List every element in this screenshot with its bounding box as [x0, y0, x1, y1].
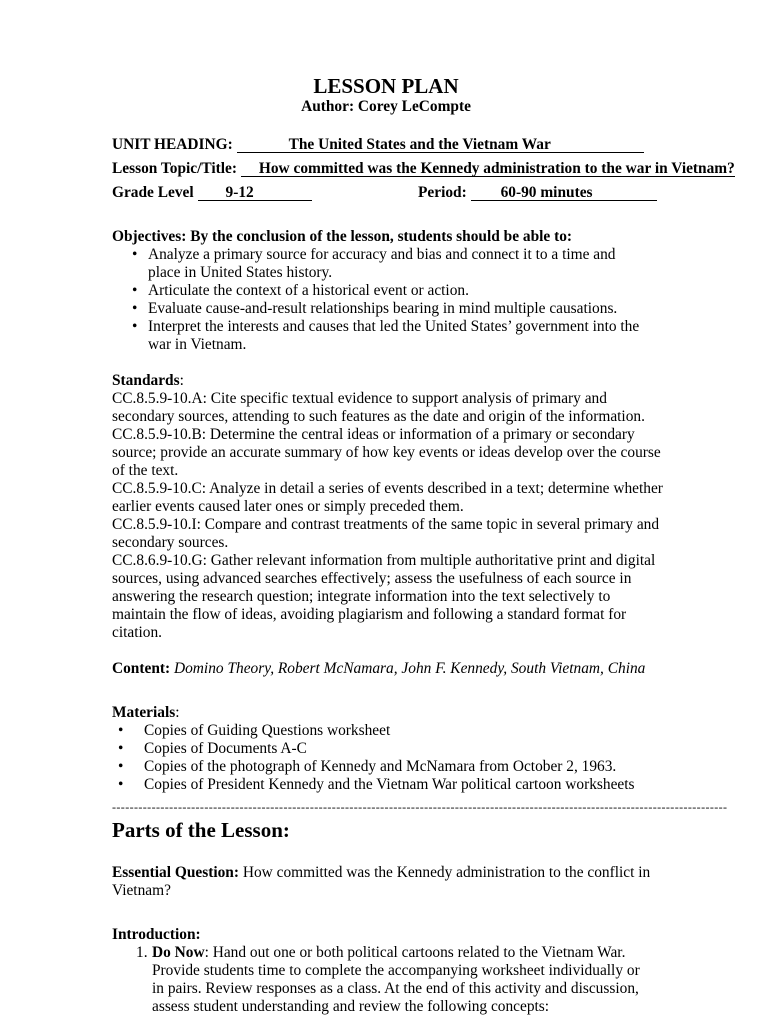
period-label: Period: [418, 184, 467, 201]
period-value: 60-90 minutes [500, 184, 593, 201]
material-item: • Copies of the photograph of Kennedy and McNamara from October 2, 1963. [122, 758, 664, 776]
period-row [418, 184, 657, 208]
grade-level-row [112, 184, 418, 208]
introduction-list [112, 944, 664, 1016]
document-title: LESSON PLAN [313, 74, 459, 98]
grade-level-label: Grade Level [112, 184, 194, 201]
material-item: • Copies of Documents A-C [122, 740, 664, 758]
standard-item: CC.8.5.9-10.A: Cite specific textual evidence to support analysis of primary and secondary sources, attending to such features as the date and origin of the information. [112, 390, 645, 425]
materials-colon: : [175, 704, 180, 721]
content-label: Content: [112, 660, 171, 677]
grade-level-value: 9-12 [225, 184, 254, 201]
standard-item: CC.8.5.9-10.B: Determine the central ideas or information of a primary or secondary source; provide an accurate summary of how key events or ideas develop over the course of the text. [112, 426, 661, 479]
essential-question [112, 864, 664, 900]
material-item: • Copies of President Kennedy and the Vietnam War political cartoon worksheets [122, 776, 664, 794]
standard-item: CC.8.5.9-10.C: Analyze in detail a series of events described in a text; determine whether earlier events caused later ones or simply preceded them. [112, 480, 663, 515]
materials-heading: Materials [112, 704, 176, 721]
lesson-topic-label: Lesson Topic/Title: [112, 160, 238, 177]
materials-section [112, 704, 664, 794]
objective-item: • Evaluate cause-and-result relationships bearing in mind multiple causations. [136, 300, 664, 318]
standards-section [112, 372, 664, 642]
objectives-section [112, 228, 664, 354]
document-author: Author: Corey LeCompte [301, 98, 471, 115]
unit-heading-row [112, 136, 664, 160]
parts-heading: Parts of the Lesson: [112, 818, 290, 842]
lesson-topic-value: How committed was the Kennedy administration to the war in Vietnam? [241, 161, 735, 177]
unit-heading-label: UNIT HEADING: [112, 136, 233, 153]
do-now-text: : Hand out one or both political cartoons related to the Vietnam War. Provide students time to complete the accompanying worksheet individually or in pairs. Review responses as a class. At the end of this activity and discussion, assess student understanding and review the following concepts: [152, 944, 640, 1015]
objective-item: • Interpret the interests and causes that led the United States’ government into the war in Vietnam. [136, 318, 664, 354]
period-field [471, 185, 657, 201]
document-page [112, 0, 735, 1016]
standards-colon: : [179, 372, 184, 389]
objective-item: • Analyze a primary source for accuracy and bias and connect it to a time and place in United States history. [136, 246, 664, 282]
standard-item: CC.8.6.9-10.G: Gather relevant information from multiple authoritative print and digital sources, using advanced searches effectively; assess the usefulness of each source in answering the research question; integrate information into the text selectively to maintain the flow of ideas, avoiding plagiarism and following a standard format for citation. [112, 552, 656, 641]
content-value: Domino Theory, Robert McNamara, John F. Kennedy, South Vietnam, China [174, 660, 646, 677]
essential-value: How committed was the Kennedy administration to the conflict in Vietnam? [112, 864, 651, 899]
objectives-list [112, 246, 664, 354]
objectives-heading: Objectives: By the conclusion of the lesson, students should be able to: [112, 228, 573, 245]
header-fields [112, 136, 735, 208]
lesson-topic-row [112, 160, 735, 184]
introduction-section [112, 926, 664, 1016]
material-item: • Copies of Guiding Questions worksheet [122, 722, 664, 740]
materials-list [112, 722, 664, 794]
introduction-item [136, 944, 664, 1016]
divider-line: -------------------------------------------------------------------------------------------------------------------------------------------- [112, 800, 728, 814]
item-number: 1. [136, 944, 148, 961]
unit-heading-field [237, 137, 644, 153]
essential-label: Essential Question: [112, 864, 239, 881]
unit-heading-value: The United States and the Vietnam War [288, 136, 551, 153]
standards-heading: Standards [112, 372, 180, 389]
grade-level-field [198, 185, 312, 201]
objective-item: • Articulate the context of a historical event or action. [136, 282, 664, 300]
content-section [112, 660, 664, 678]
introduction-heading: Introduction: [112, 926, 201, 943]
grade-period-row [112, 184, 664, 208]
standard-item: CC.8.5.9-10.I: Compare and contrast treatments of the same topic in several primary and secondary sources. [112, 516, 660, 551]
do-now-label: Do Now [152, 944, 205, 961]
